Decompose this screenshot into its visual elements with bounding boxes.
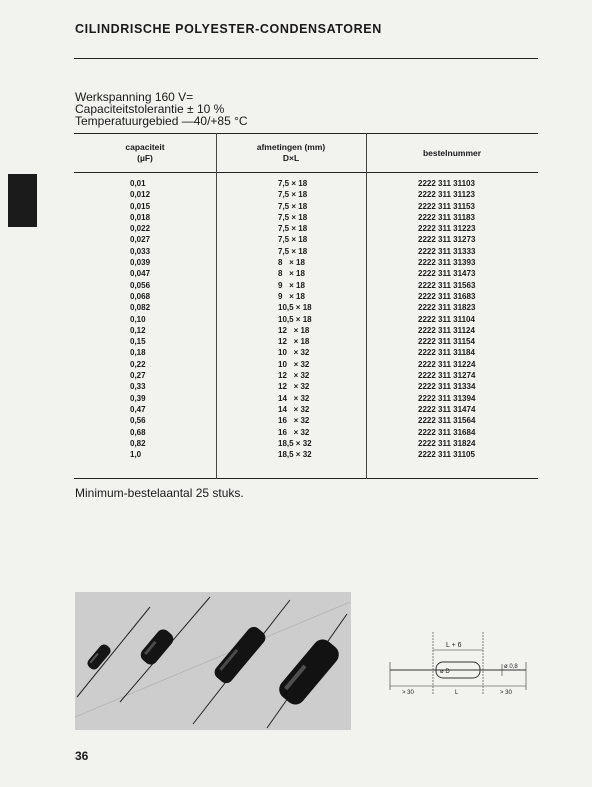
cell-order-number: 2222 311 31394 xyxy=(418,393,476,403)
cell-capacitance: 0,039 xyxy=(130,258,151,268)
cell-dimensions: 7,5 × 18 xyxy=(278,201,308,211)
cell-order-number: 2222 311 31683 xyxy=(418,291,476,301)
table-row xyxy=(74,360,538,371)
spec-temperature: Temperatuurgebied —40/+85 °C xyxy=(75,114,248,128)
cell-order-number: 2222 311 31473 xyxy=(418,269,476,279)
cell-order-number: 2222 311 31223 xyxy=(418,224,476,234)
cell-dimensions: 7,5 × 18 xyxy=(278,235,308,245)
table-body xyxy=(74,179,538,461)
cell-capacitance: 0,012 xyxy=(130,190,151,200)
table-row xyxy=(74,292,538,303)
cell-capacitance: 0,47 xyxy=(130,404,146,414)
cell-dimensions: 7,5 × 18 xyxy=(278,179,308,188)
cell-capacitance: 0,33 xyxy=(130,382,146,392)
cell-dimensions: 12 × 18 xyxy=(278,337,310,347)
table-row xyxy=(74,269,538,280)
cell-capacitance: 0,39 xyxy=(130,393,146,403)
cell-order-number: 2222 311 31103 xyxy=(418,179,475,188)
table-row xyxy=(74,235,538,246)
cell-order-number: 2222 311 31224 xyxy=(418,359,476,369)
table-row xyxy=(74,405,538,416)
cell-dimensions: 10,5 × 18 xyxy=(278,314,312,324)
cell-dimensions: 7,5 × 18 xyxy=(278,246,308,256)
cell-dimensions: 7,5 × 18 xyxy=(278,190,308,200)
cell-capacitance: 0,56 xyxy=(130,416,146,426)
column-header-dimensions: afmetingen (mm) D×L xyxy=(256,142,326,163)
cell-capacitance: 0,018 xyxy=(130,212,151,222)
capacitors-photo xyxy=(75,592,351,730)
table-row xyxy=(74,247,538,258)
cell-order-number: 2222 311 31183 xyxy=(418,212,475,222)
cell-dimensions: 12 × 32 xyxy=(278,371,310,381)
cell-capacitance: 0,068 xyxy=(130,291,151,301)
table-row xyxy=(74,416,538,427)
cell-capacitance: 0,27 xyxy=(130,371,146,381)
label-wire: ø 0,8 xyxy=(504,664,518,670)
cell-order-number: 2222 311 31474 xyxy=(418,404,476,414)
cell-order-number: 2222 311 31564 xyxy=(418,416,476,426)
cell-order-number: 2222 311 31563 xyxy=(418,280,476,290)
cell-capacitance: 0,12 xyxy=(130,325,146,335)
cell-order-number: 2222 311 31154 xyxy=(418,337,475,347)
cell-dimensions: 12 × 18 xyxy=(278,325,310,335)
cell-dimensions: 16 × 32 xyxy=(278,427,310,437)
page-title: CILINDRISCHE POLYESTER-CONDENSATOREN xyxy=(75,22,382,36)
cell-order-number: 2222 311 31393 xyxy=(418,258,476,268)
cell-dimensions: 12 × 32 xyxy=(278,382,310,392)
cell-dimensions: 18,5 × 32 xyxy=(278,450,312,460)
table-row xyxy=(74,348,538,359)
table-row xyxy=(74,382,538,393)
cell-order-number: 2222 311 31123 xyxy=(418,190,475,200)
table-row xyxy=(74,315,538,326)
cell-order-number: 2222 311 31105 xyxy=(418,450,475,460)
cell-dimensions: 10 × 32 xyxy=(278,348,310,358)
cell-capacitance: 1,0 xyxy=(130,450,142,460)
label-right-length: > 30 xyxy=(500,690,512,696)
cell-order-number: 2222 311 31824 xyxy=(418,438,476,448)
table-row xyxy=(74,258,538,269)
cell-dimensions: 18,5 × 32 xyxy=(278,438,312,448)
spec-voltage: Werkspanning 160 V= xyxy=(75,90,194,104)
cell-dimensions: 9 × 18 xyxy=(278,291,305,301)
cell-order-number: 2222 311 31823 xyxy=(418,303,476,313)
table-row xyxy=(74,450,538,461)
cell-order-number: 2222 311 31333 xyxy=(418,246,476,256)
cell-capacitance: 0,01 xyxy=(130,179,146,188)
cell-capacitance: 0,15 xyxy=(130,337,146,347)
cell-dimensions: 8 × 18 xyxy=(278,258,305,268)
table-header-rule xyxy=(74,172,538,173)
label-body-length: L xyxy=(455,690,459,696)
table-row xyxy=(74,281,538,292)
table-row xyxy=(74,213,538,224)
cell-dimensions: 10,5 × 18 xyxy=(278,303,312,313)
table-row xyxy=(74,371,538,382)
dimension-drawing xyxy=(388,632,528,696)
table-row xyxy=(74,202,538,213)
column-header-order-number: bestelnummer xyxy=(422,148,482,158)
cell-dimensions: 7,5 × 18 xyxy=(278,212,308,222)
cell-dimensions: 7,5 × 18 xyxy=(278,224,308,234)
cell-capacitance: 0,22 xyxy=(130,359,146,369)
table-row xyxy=(74,428,538,439)
cell-capacitance: 0,82 xyxy=(130,438,146,448)
cell-order-number: 2222 311 31184 xyxy=(418,348,475,358)
cell-dimensions: 9 × 18 xyxy=(278,280,305,290)
page-number: 36 xyxy=(75,749,89,763)
cell-dimensions: 14 × 32 xyxy=(278,404,310,414)
cell-dimensions: 10 × 32 xyxy=(278,359,310,369)
table-row xyxy=(74,190,538,201)
cell-order-number: 2222 311 31274 xyxy=(418,371,476,381)
cell-capacitance: 0,033 xyxy=(130,246,151,256)
cell-order-number: 2222 311 31104 xyxy=(418,314,475,324)
cell-capacitance: 0,082 xyxy=(130,303,151,313)
table-row xyxy=(74,303,538,314)
cell-order-number: 2222 311 31273 xyxy=(418,235,476,245)
title-rule xyxy=(74,58,538,59)
cell-dimensions: 14 × 32 xyxy=(278,393,310,403)
spec-tolerance: Capaciteitstolerantie ± 10 % xyxy=(75,102,225,116)
cell-capacitance: 0,68 xyxy=(130,427,146,437)
table-row xyxy=(74,326,538,337)
cell-capacitance: 0,18 xyxy=(130,348,146,358)
table-row xyxy=(74,439,538,450)
cell-capacitance: 0,10 xyxy=(130,314,146,324)
cell-capacitance: 0,056 xyxy=(130,280,151,290)
table-top-rule xyxy=(74,133,538,134)
table-row xyxy=(74,394,538,405)
cell-order-number: 2222 311 31153 xyxy=(418,201,475,211)
label-left-length: > 30 xyxy=(402,690,414,696)
cell-order-number: 2222 311 31684 xyxy=(418,427,476,437)
specifications xyxy=(75,91,248,127)
label-diameter: ø D xyxy=(440,669,450,675)
cell-capacitance: 0,015 xyxy=(130,201,151,211)
table-row xyxy=(74,224,538,235)
table-bottom-rule xyxy=(74,478,538,479)
cell-order-number: 2222 311 31124 xyxy=(418,325,475,335)
cell-capacitance: 0,047 xyxy=(130,269,151,279)
column-header-capacitance: capaciteit (µF) xyxy=(125,142,165,163)
cell-dimensions: 8 × 18 xyxy=(278,269,305,279)
cell-order-number: 2222 311 31334 xyxy=(418,382,476,392)
cell-dimensions: 16 × 32 xyxy=(278,416,310,426)
cell-capacitance: 0,027 xyxy=(130,235,151,245)
cell-capacitance: 0,022 xyxy=(130,224,151,234)
section-tab-marker xyxy=(8,174,37,227)
table-row xyxy=(74,337,538,348)
label-l-plus-6: L + 6 xyxy=(446,642,462,649)
minimum-order-note: Minimum-bestelaantal 25 stuks. xyxy=(75,486,244,500)
table-row xyxy=(74,179,538,190)
